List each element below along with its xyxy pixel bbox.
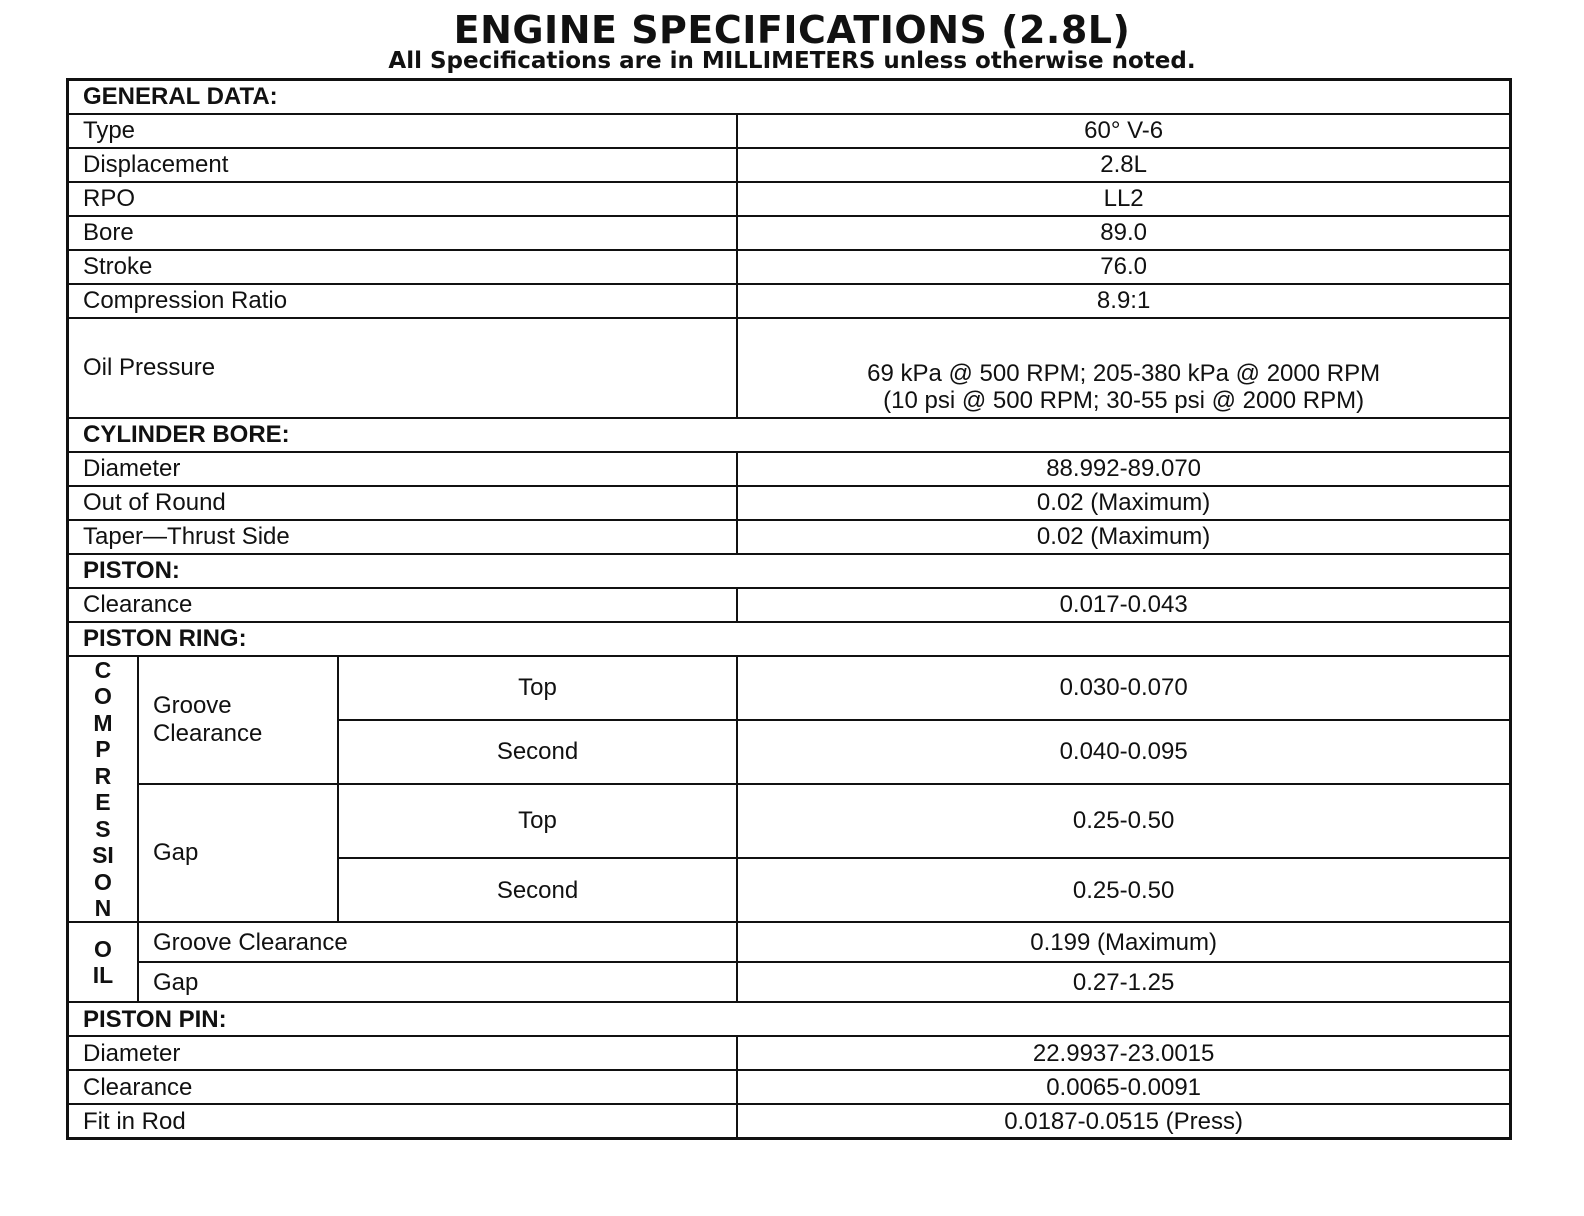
table-row bbox=[68, 1036, 1511, 1070]
row-value: 0.0065-0.0091 bbox=[737, 1070, 1510, 1104]
table-row-oil-pressure bbox=[68, 318, 1511, 418]
table-row bbox=[68, 486, 1511, 520]
row-label: Out of Round bbox=[68, 486, 738, 520]
row-value: 2.8L bbox=[737, 148, 1510, 182]
row-value: 0.040-0.095 bbox=[737, 720, 1510, 784]
table-row bbox=[68, 1104, 1511, 1139]
oil-pressure-value bbox=[737, 318, 1510, 418]
section-header-row bbox=[68, 1002, 1511, 1036]
page-title: ENGINE SPECIFICATIONS (2.8L) bbox=[453, 8, 1131, 52]
ring-position-label: Second bbox=[338, 720, 737, 784]
row-value: 8.9:1 bbox=[737, 284, 1510, 318]
groove-clearance-label: Groove Clearance bbox=[138, 656, 338, 784]
ring-position-label: Second bbox=[338, 858, 737, 922]
table-row bbox=[68, 1070, 1511, 1104]
row-label: RPO bbox=[68, 182, 738, 216]
table-row bbox=[68, 588, 1511, 622]
compression-side-label: COMPRESSION bbox=[68, 656, 138, 922]
row-value: 0.02 (Maximum) bbox=[737, 486, 1510, 520]
row-label: Taper—Thrust Side bbox=[68, 520, 738, 554]
table-row bbox=[68, 284, 1511, 318]
table-row bbox=[68, 452, 1511, 486]
row-label: Groove Clearance bbox=[138, 922, 737, 962]
oil-pressure-psi: (10 psi @ 500 RPM; 30-55 psi @ 2000 RPM) bbox=[883, 387, 1365, 415]
row-value: 0.017-0.043 bbox=[737, 588, 1510, 622]
table-row bbox=[68, 520, 1511, 554]
row-value: 0.27-1.25 bbox=[737, 962, 1510, 1002]
section-header-row bbox=[68, 418, 1511, 452]
section-heading-cylinder-bore: CYLINDER BORE: bbox=[68, 418, 1511, 452]
row-label: Bore bbox=[68, 216, 738, 250]
section-heading-general-data: GENERAL DATA: bbox=[68, 80, 1511, 115]
oil-side-label: OIL bbox=[68, 922, 138, 1002]
table-row bbox=[68, 922, 1511, 962]
gap-label: Gap bbox=[138, 784, 338, 922]
section-header-row bbox=[68, 80, 1511, 115]
section-heading-piston: PISTON: bbox=[68, 554, 1511, 588]
row-label: Diameter bbox=[68, 1036, 738, 1070]
row-value: 76.0 bbox=[737, 250, 1510, 284]
ring-position-label: Top bbox=[338, 656, 737, 720]
row-label: Displacement bbox=[68, 148, 738, 182]
table-row bbox=[68, 114, 1511, 148]
section-header-row bbox=[68, 622, 1511, 656]
table-row bbox=[68, 250, 1511, 284]
row-value: 0.25-0.50 bbox=[737, 858, 1510, 922]
table-row bbox=[68, 216, 1511, 250]
row-value: 88.992-89.070 bbox=[737, 452, 1510, 486]
row-label: Fit in Rod bbox=[68, 1104, 738, 1139]
table-row bbox=[68, 148, 1511, 182]
row-value: 0.199 (Maximum) bbox=[737, 922, 1510, 962]
row-value: LL2 bbox=[737, 182, 1510, 216]
page-subtitle: All Specifications are in MILLIMETERS unless otherwise noted. bbox=[388, 48, 1196, 74]
row-value: 0.02 (Maximum) bbox=[737, 520, 1510, 554]
row-value: 22.9937-23.0015 bbox=[737, 1036, 1510, 1070]
row-value: 0.0187-0.0515 (Press) bbox=[737, 1104, 1510, 1139]
ring-position-label: Top bbox=[338, 784, 737, 858]
row-label: Gap bbox=[138, 962, 737, 1002]
oil-pressure-label: Oil Pressure bbox=[68, 318, 738, 418]
section-header-row bbox=[68, 554, 1511, 588]
section-heading-piston-ring: PISTON RING: bbox=[68, 622, 1511, 656]
row-value: 0.25-0.50 bbox=[737, 784, 1510, 858]
table-row bbox=[68, 962, 1511, 1002]
row-label: Type bbox=[68, 114, 738, 148]
row-value: 0.030-0.070 bbox=[737, 656, 1510, 720]
row-label: Compression Ratio bbox=[68, 284, 738, 318]
row-label: Diameter bbox=[68, 452, 738, 486]
row-label: Clearance bbox=[68, 588, 738, 622]
table-row bbox=[68, 656, 1511, 720]
row-label: Stroke bbox=[68, 250, 738, 284]
section-heading-piston-pin: PISTON PIN: bbox=[68, 1002, 1511, 1036]
table-row bbox=[68, 182, 1511, 216]
row-label: Clearance bbox=[68, 1070, 738, 1104]
row-value: 60° V-6 bbox=[737, 114, 1510, 148]
oil-pressure-kpa: 69 kPa @ 500 RPM; 205-380 kPa @ 2000 RPM bbox=[867, 359, 1381, 387]
specifications-table bbox=[66, 78, 1512, 1140]
row-value: 89.0 bbox=[737, 216, 1510, 250]
table-row bbox=[68, 784, 1511, 858]
